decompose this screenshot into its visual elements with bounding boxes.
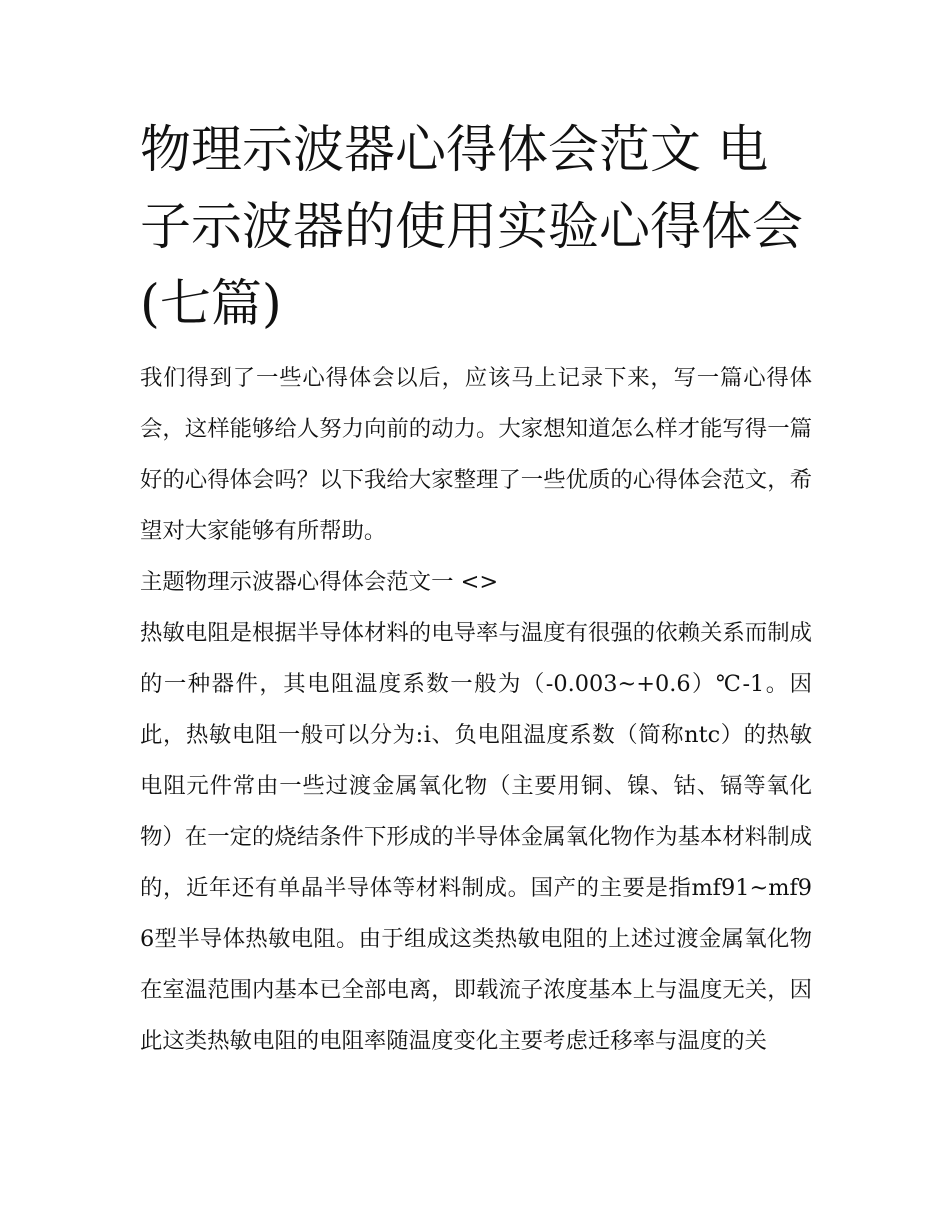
document-body [140, 353, 812, 1067]
document-title: 物理示波器心得体会范文 电子示波器的使用实验心得体会(七篇) [140, 121, 804, 334]
document-page [140, 112, 812, 1067]
section-heading: 主题物理示波器心得体会范文一 <> [140, 569, 499, 595]
intro-paragraph: 我们得到了一些心得体会以后，应该马上记录下来，写一篇心得体会，这样能够给人努力向前的动力。大家想知道怎么样才能写得一篇好的心得体会吗？以下我给大家整理了一些优质的心得体会范文，希望对大家能够有所帮助。 [140, 365, 812, 544]
body-paragraph: 热敏电阻是根据半导体材料的电导率与温度有很强的依赖关系而制成的一种器件，其电阻温度系数一般为（-0.003~+0.6）℃-1。因此，热敏电阻一般可以分为:ⅰ、负电阻温度系数（简称ntc）的热敏电阻元件常由一些过渡金属氧化物（主要用铜、镍、钴、镉等氧化物）在一定的烧结条件下形成的半导体金属氧化物作为基本材料制成的，近年还有单晶半导体等材料制成。国产的主要是指mf91~mf96型半导体热敏电阻。由于组成这类热敏电阻的上述过渡金属氧化物在室温范围内基本已全部电离，即载流子浓度基本上与温度无关，因此这类热敏电阻的电阻率随温度变化主要考虑迁移率与温度的关 [140, 620, 812, 1054]
